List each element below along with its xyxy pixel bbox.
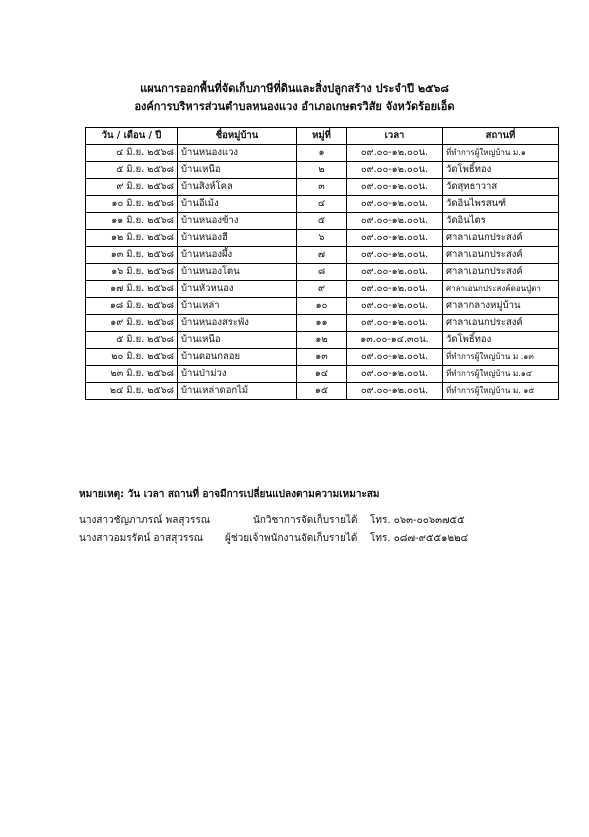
- cell-village: บ้านเหล่า: [178, 298, 297, 315]
- header-moo: หมู่ที่: [297, 128, 347, 145]
- cell-time: ๐๙.๐๐-๑๒.๐๐น.: [347, 247, 443, 264]
- cell-date: ๑๑ มิ.ย. ๒๕๖๘: [86, 213, 178, 230]
- cell-date: ๕ มิ.ย. ๒๕๖๘: [86, 162, 178, 179]
- cell-place: วัดสุทธาวาส: [443, 179, 559, 196]
- cell-time: ๐๙.๐๐-๑๒.๐๐น.: [347, 230, 443, 247]
- document-title: แผนการออกพื้นที่จัดเก็บภาษีที่ดินและสิ่งปลูกสร้าง ประจำปี ๒๕๖๘: [140, 82, 449, 95]
- table-row: [86, 213, 559, 230]
- cell-moo: ๑๔: [297, 366, 347, 383]
- cell-place: ศาลาเอนกประสงค์: [443, 315, 559, 332]
- cell-time: ๐๙.๐๐-๑๒.๐๐น.: [347, 145, 443, 162]
- cell-place: ศาลาเอนกประสงค์: [443, 230, 559, 247]
- contact-role: ผู้ช่วยเจ้าพนักงานจัดเก็บรายได้: [225, 533, 358, 544]
- table-row: [86, 196, 559, 213]
- cell-place: ศาลาเอนกประสงค์: [443, 264, 559, 281]
- table-row: [86, 162, 559, 179]
- cell-moo: ๑๐: [297, 298, 347, 315]
- cell-date: ๔ มิ.ย. ๒๕๖๘: [86, 145, 178, 162]
- table-body: [86, 145, 559, 400]
- cell-time: ๐๙.๐๐-๑๒.๐๐น.: [347, 264, 443, 281]
- header-village: ชื่อหมู่บ้าน: [178, 128, 297, 145]
- cell-village: บ้านหนองผึ้ง: [178, 247, 297, 264]
- cell-moo: ๘: [297, 264, 347, 281]
- header-date: วัน / เดือน / ปี: [86, 128, 178, 145]
- cell-time: ๐๙.๐๐-๑๒.๐๐น.: [347, 349, 443, 366]
- cell-moo: ๑๕: [297, 383, 347, 400]
- table-row: [86, 264, 559, 281]
- cell-place: วัดโพธิ์ทอง: [443, 332, 559, 349]
- table-row: [86, 298, 559, 315]
- cell-date: ๕ มิ.ย. ๒๕๖๘: [86, 332, 178, 349]
- contact-phone: โทร. ๐๘๗-๙๕๕๑๒๒๔: [370, 533, 469, 544]
- table-row: [86, 145, 559, 162]
- cell-date: ๑๒ มิ.ย. ๒๕๖๘: [86, 230, 178, 247]
- table-row: [86, 366, 559, 383]
- cell-village: บ้านหนองโตน: [178, 264, 297, 281]
- cell-village: บ้านสิงห์โคล: [178, 179, 297, 196]
- cell-date: ๑๓ มิ.ย. ๒๕๖๘: [86, 247, 178, 264]
- table-row: [86, 332, 559, 349]
- cell-time: ๑๓.๐๐-๑๔.๓๐น.: [347, 332, 443, 349]
- cell-place: ศาลากลางหมู่บ้าน: [443, 298, 559, 315]
- contact-name: นางสาวอมรรัตน์ อาสสุวรรณ: [79, 533, 203, 544]
- table-row: [86, 315, 559, 332]
- schedule-table: [85, 127, 559, 400]
- cell-time: ๐๙.๐๐-๑๒.๐๐น.: [347, 196, 443, 213]
- cell-village: บ้านอีเม้ง: [178, 196, 297, 213]
- table-row: [86, 179, 559, 196]
- cell-village: บ้านหนองข้าง: [178, 213, 297, 230]
- cell-village: บ้านหัวหนอง: [178, 281, 297, 298]
- cell-date: ๑๗ มิ.ย. ๒๕๖๘: [86, 281, 178, 298]
- cell-moo: ๙: [297, 281, 347, 298]
- cell-place: ที่ทำการผู้ใหญ่บ้าน ม .๑๓: [443, 349, 559, 366]
- cell-moo: ๗: [297, 247, 347, 264]
- cell-date: ๑๐ มิ.ย. ๒๕๖๘: [86, 196, 178, 213]
- cell-place: ที่ทำการผู้ใหญ่บ้าน ม.๑: [443, 145, 559, 162]
- cell-moo: ๔: [297, 196, 347, 213]
- cell-date: ๒๔ มิ.ย. ๒๕๖๘: [86, 383, 178, 400]
- document-subtitle: องค์การบริหารส่วนตำบลหนองแวง อำเภอเกษตรวิสัย จังหวัดร้อยเอ็ด: [134, 100, 455, 113]
- cell-date: ๑๖ มิ.ย. ๒๕๖๘: [86, 264, 178, 281]
- cell-time: ๐๙.๐๐-๑๒.๐๐น.: [347, 179, 443, 196]
- cell-village: บ้านหนองแวง: [178, 145, 297, 162]
- cell-date: ๑๘ มิ.ย. ๒๕๖๘: [86, 298, 178, 315]
- cell-village: บ้านเหนือ: [178, 332, 297, 349]
- cell-moo: ๑๒: [297, 332, 347, 349]
- header-place: สถานที่: [443, 128, 559, 145]
- cell-date: ๙ มิ.ย. ๒๕๖๘: [86, 179, 178, 196]
- table-row: [86, 281, 559, 298]
- cell-village: บ้านเหล่าดอกไม้: [178, 383, 297, 400]
- cell-village: บ้านเหนือ: [178, 162, 297, 179]
- cell-time: ๐๙.๐๐-๑๒.๐๐น.: [347, 383, 443, 400]
- cell-place: ศาลาเอนกประสงค์ดอนปู่ตา: [443, 281, 559, 298]
- table-row: [86, 349, 559, 366]
- cell-place: วัดอินไพรสนฑ์: [443, 196, 559, 213]
- cell-village: บ้านหนองฮี: [178, 230, 297, 247]
- cell-time: ๐๙.๐๐-๑๒.๐๐น.: [347, 298, 443, 315]
- cell-time: ๐๙.๐๐-๑๒.๐๐น.: [347, 366, 443, 383]
- cell-time: ๐๙.๐๐-๑๒.๐๐น.: [347, 213, 443, 230]
- cell-place: วัดอินไตร: [443, 213, 559, 230]
- contact-phone: โทร. ๐๖๓-๐๐๖๓๗๕๕: [370, 515, 465, 526]
- cell-moo: ๑๓: [297, 349, 347, 366]
- cell-moo: ๑: [297, 145, 347, 162]
- cell-village: บ้านหนองสระพัง: [178, 315, 297, 332]
- remark-note: หมายเหตุ: วัน เวลา สถานที่ อาจมีการเปลี่ยนแปลงตามความเหมาะสม: [79, 489, 380, 500]
- cell-moo: ๓: [297, 179, 347, 196]
- cell-moo: ๖: [297, 230, 347, 247]
- cell-moo: ๑๑: [297, 315, 347, 332]
- cell-time: ๐๙.๐๐-๑๒.๐๐น.: [347, 281, 443, 298]
- cell-moo: ๒: [297, 162, 347, 179]
- cell-time: ๐๙.๐๐-๑๒.๐๐น.: [347, 315, 443, 332]
- cell-village: บ้านดอนกลอย: [178, 349, 297, 366]
- cell-moo: ๕: [297, 213, 347, 230]
- cell-place: ที่ทำการผู้ใหญ่บ้าน ม.๑๔: [443, 366, 559, 383]
- cell-date: ๒๓ มิ.ย. ๒๕๖๘: [86, 366, 178, 383]
- cell-time: ๐๙.๐๐-๑๒.๐๐น.: [347, 162, 443, 179]
- cell-date: ๑๙ มิ.ย. ๒๕๖๘: [86, 315, 178, 332]
- header-time: เวลา: [347, 128, 443, 145]
- cell-place: ศาลาเอนกประสงค์: [443, 247, 559, 264]
- table-row: [86, 230, 559, 247]
- table-row: [86, 383, 559, 400]
- cell-date: ๒๐ มิ.ย. ๒๕๖๘: [86, 349, 178, 366]
- contact-name: นางสาวชัญภาภรณ์ พลสุวรรณ: [79, 515, 211, 526]
- table-row: [86, 247, 559, 264]
- cell-place: วัดโพธิ์ทอง: [443, 162, 559, 179]
- contact-role: นักวิชาการจัดเก็บรายได้: [253, 515, 358, 526]
- cell-village: บ้านป่าม่วง: [178, 366, 297, 383]
- table-header-row: [86, 128, 559, 145]
- cell-place: ที่ทำการผู้ใหญ่บ้าน ม. ๑๕: [443, 383, 559, 400]
